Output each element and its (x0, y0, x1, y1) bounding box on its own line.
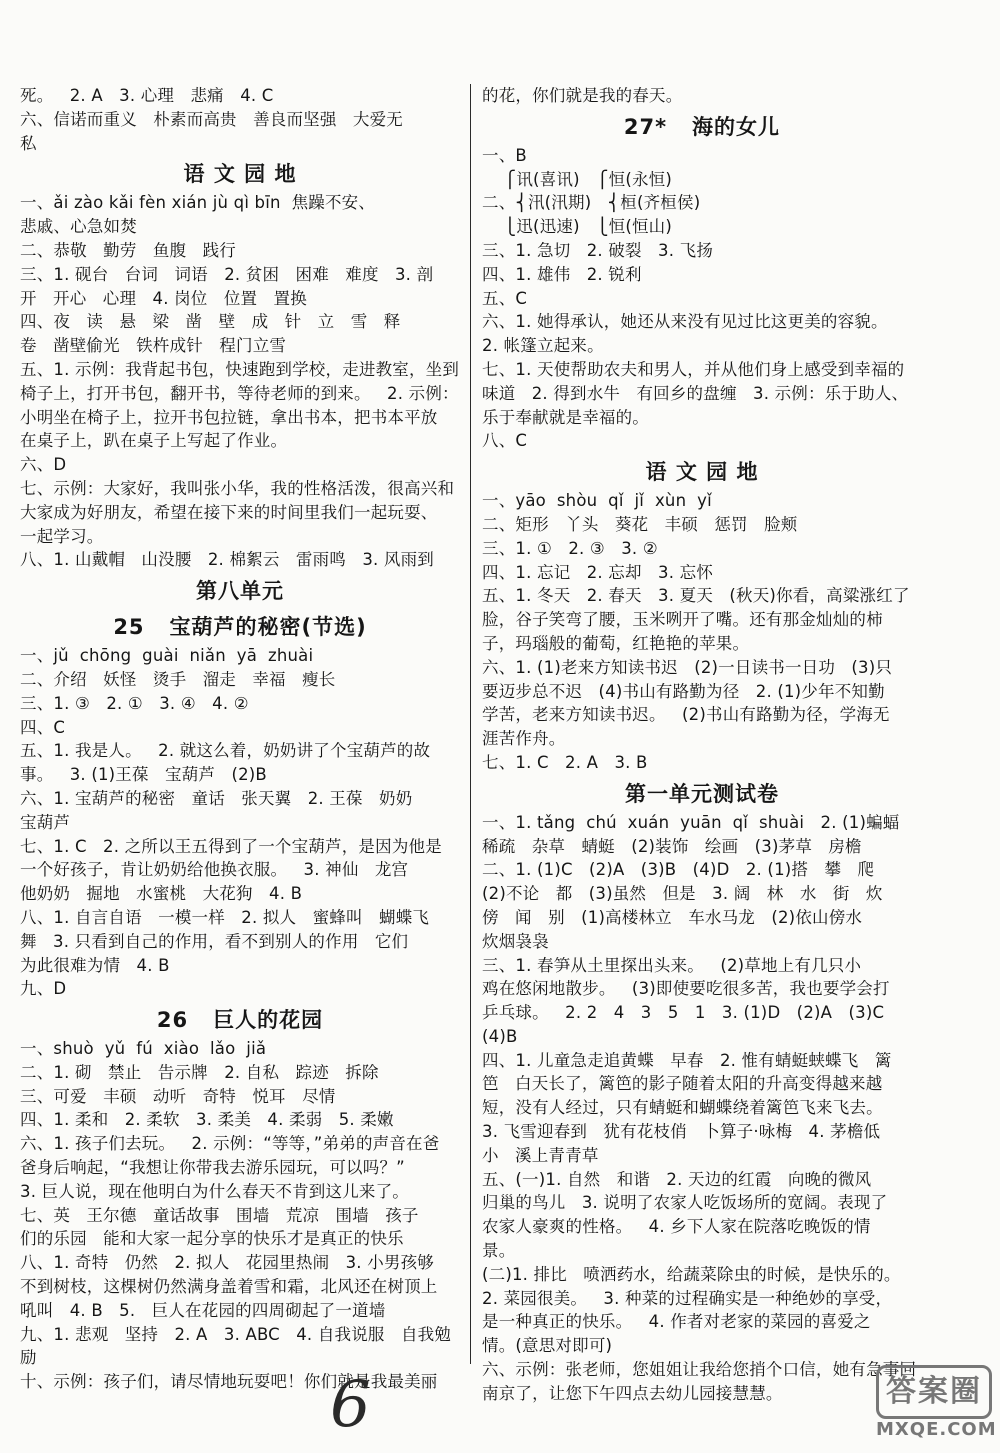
answer-line: 七、示例：大家好，我叫张小华，我的性格活泼，很高兴和 (20, 478, 455, 498)
answer-line: 一、shuò yǔ fú xiào lǎo jiǎ (20, 1039, 267, 1059)
answer-line: 三、1. ③ 2. ① 3. ④ 4. ② (20, 693, 249, 713)
answer-line: 四、C (20, 717, 66, 737)
answer-line: 南京了，让您下午四点去幼儿园接慧慧。 (482, 1383, 783, 1403)
section-heading: 26 巨人的花园 (156, 1008, 324, 1033)
answer-line: 悲戚、心急如焚 (20, 217, 137, 237)
answer-line: 十、示例：孩子们，请尽情地玩耍吧！你们就是我最美丽 (20, 1372, 438, 1392)
answer-line: 六、1. 孩子们去玩。 2. 示例：“等等，”弟弟的声音在爸 (20, 1134, 440, 1154)
answer-line: 六、1. (1)老来方知读书迟 (2)一日读书一日功 (3)只 (482, 657, 893, 677)
answer-line: 味道 2. 得到水牛 有回乡的盘缠 3. 示例：乐于助人、 (482, 383, 909, 403)
right-column (482, 84, 922, 1406)
answer-line: 稀疏 杂草 蜻蜓 (2)装饰 绘画 (3)茅草 房檐 (482, 836, 862, 856)
answer-line: 他奶奶 掘地 水蜜桃 大花狗 4. B (20, 884, 303, 904)
answer-line: 五、1. 示例：我背起书包，快速跑到学校，走进教室，坐到 (20, 359, 460, 379)
answer-line: 一、1. tǎng chú xuán yuān qǐ shuài 2. (1)蝙蝠 (482, 812, 900, 832)
section-heading: 25 宝葫芦的秘密(节选) (113, 615, 367, 640)
answer-line: 七、1. 天使帮助农夫和男人，并从他们身上感受到幸福的 (482, 359, 905, 379)
answer-line: 三、可爱 丰硕 动听 奇特 悦耳 尽情 (20, 1086, 336, 1106)
answer-line: 九、D (20, 979, 67, 999)
answer-line: 六、示例：张老师，您姐姐让我给您捎个口信，她有急事回 (482, 1360, 917, 1380)
answer-line: 一个好孩子，肯让奶奶给他换衣服。 3. 神仙 龙宫 (20, 860, 409, 880)
answer-line: 二、介绍 妖怪 烫手 溜走 幸福 瘦长 (20, 669, 336, 689)
answer-line: 三、1. ① 2. ③ 3. ② (482, 538, 658, 558)
answer-line: 情。(意思对即可) (482, 1336, 613, 1356)
answer-line: 二、矩形 丫头 葵花 丰硕 惩罚 脸颊 (482, 514, 798, 534)
answer-line: ⎩迅(迅速) ⎩恒(恒山) (482, 217, 673, 237)
answer-line: 四、1. 忘记 2. 忘却 3. 忘怀 (482, 562, 714, 582)
answer-line: 三、1. 砚台 台词 词语 2. 贫困 困难 难度 3. 剖 (20, 264, 434, 284)
watermark-url: MXQE.COM (876, 1419, 997, 1440)
answer-line: 九、1. 悲观 坚持 2. A 3. ABC 4. 自我说服 自我勉 (20, 1324, 452, 1344)
answer-line: 四、夜 读 悬 梁 凿 壁 成 针 立 雪 释 (20, 312, 401, 332)
answer-line: 鸡在悠闲地散步。 (3)即使要吃很多苦，我也要学会打 (482, 979, 890, 999)
answer-line: 二、恭敬 勤劳 鱼腹 践行 (20, 240, 237, 260)
answer-line: 的花，你们就是我的春天。 (482, 86, 683, 105)
answer-line: 七、1. C 2. A 3. B (482, 752, 648, 772)
answer-line: 二、⎨汛(汛期) ⎨桓(齐桓侯) (482, 193, 701, 213)
answer-line: 私 (20, 133, 37, 153)
answer-line: 八、1. 奇特 仍然 2. 拟人 花园里热闹 3. 小男孩够 (20, 1253, 435, 1273)
answer-line: 六、1. 她得承认，她还从来没有见过比这更美的容貌。 (482, 312, 888, 332)
section-heading: 语 文 园 地 (645, 460, 759, 485)
answer-line: 农家人豪爽的性格。 4. 乡下人家在院落吃晚饭的情 (482, 1217, 871, 1237)
answer-line: 一、ǎi zào kǎi fèn xián jù qì bīn 焦躁不安、 (20, 193, 376, 213)
answer-line: 景。 (482, 1241, 516, 1261)
section-heading: 第一单元测试卷 (625, 781, 779, 806)
answer-line: 舞 3. 只看到自己的作用，看不到别人的作用 它们 (20, 931, 409, 951)
answer-line: 六、信诺而重义 朴素而高贵 善良而坚强 大爱无 (20, 109, 404, 129)
answer-line: 死。 2. A 3. 心理 悲痛 4. C (20, 86, 274, 105)
answer-line: 不到树枝，这棵树仍然满身盖着雪和霜，北风还在树顶上 (20, 1277, 438, 1297)
answer-line: 三、1. 春笋从土里探出头来。 (2)草地上有几只小 (482, 955, 862, 975)
answer-line: 四、1. 柔和 2. 柔软 3. 柔美 4. 柔弱 5. 柔嫩 (20, 1110, 394, 1130)
answer-line: 学苦，老来方知读书迟。 (2)书山有路勤为径，学海无 (482, 705, 890, 725)
answer-line: 七、英 王尔德 童话故事 围墙 荒凉 围墙 孩子 (20, 1205, 419, 1225)
answer-line: 小 溪上青青草 (482, 1145, 599, 1165)
answer-line: 一、jǔ chōng guài niǎn yā zhuài (20, 646, 314, 666)
answer-line: 要迈步总不迟 (4)书山有路勤为径 2. (1)少年不知勤 (482, 681, 885, 701)
answer-line: 短，没有人经过，只有蜻蜓和蝴蝶绕着篱笆飞来飞去。 (482, 1098, 883, 1118)
answer-line: 二、1. (1)C (2)A (3)B (4)D 2. (1)搭 攀 爬 (482, 860, 875, 880)
column-divider (470, 84, 471, 1364)
section-heading: 语 文 园 地 (183, 162, 297, 187)
left-column (20, 84, 460, 1394)
answer-line: 事。 3. (1)王葆 宝葫芦 (2)B (20, 765, 267, 785)
answer-line: 五、C (482, 288, 528, 308)
answer-line: 三、1. 急切 2. 破裂 3. 飞扬 (482, 240, 714, 260)
answer-line: 八、1. 山戴帽 山没腰 2. 棉絮云 雷雨鸣 3. 风雨到 (20, 550, 435, 570)
answer-line: 3. 巨人说，现在他明白为什么春天不肯到这儿来了。 (20, 1181, 409, 1201)
answer-line: 炊烟袅袅 (482, 931, 549, 951)
answer-line: (4)B (482, 1026, 518, 1046)
answer-line: 笆 白天长了，篱笆的影子随着太阳的升高变得越来越 (482, 1074, 883, 1094)
answer-line: 四、1. 儿童急走追黄蝶 早春 2. 惟有蜻蜓蛱蝶飞 篱 (482, 1050, 892, 1070)
answer-line: 傍 闻 别 (1)高楼林立 车水马龙 (2)依山傍水 (482, 907, 863, 927)
answer-line: 四、1. 雄伟 2. 锐利 (482, 264, 642, 284)
answer-line: 椅子上，打开书包，翻开书，等待老师的到来。 2. 示例： (20, 383, 459, 403)
answer-line: 2. 菜园很美。 3. 种菜的过程确实是一种绝妙的享受， (482, 1288, 893, 1308)
answer-line: 在桌子上，趴在桌子上写起了作业。 (20, 431, 288, 451)
answer-line: 六、D (20, 455, 67, 475)
answer-line: 一起学习。 (20, 526, 104, 546)
answer-line: (2)不论 都 (3)虽然 但是 3. 阔 林 水 街 炊 (482, 884, 883, 904)
answer-line: 小明坐在椅子上，拉开书包拉链，拿出书本，把书本平放 (20, 407, 438, 427)
answer-line: 子，玛瑙般的葡萄，红艳艳的苹果。 (482, 633, 750, 653)
answer-line: 爸身后响起，“我想让你带我去游乐园玩，可以吗？” (20, 1158, 405, 1178)
answer-line: 为此很难为情 4. B (20, 955, 170, 975)
page-number: 6 (330, 1368, 371, 1442)
answer-line: 五、1. 我是人。 2. 就这么着，奶奶讲了个宝葫芦的故 (20, 741, 431, 761)
answer-line: 五、1. 冬天 2. 春天 3. 夏天 (秋天)你看，高粱涨红了 (482, 586, 910, 606)
answer-line: 们的乐园 能和大家一起分享的快乐才是真正的快乐 (20, 1229, 404, 1249)
answer-line: 乐于奉献就是幸福的。 (482, 407, 649, 427)
section-heading: 第八单元 (196, 579, 284, 604)
answer-line: 卷 凿壁偷光 铁杵成针 程门立雪 (20, 336, 287, 356)
answer-line: 八、C (482, 431, 528, 451)
answer-line: 宝葫芦 (20, 812, 71, 832)
answer-line: 大家成为好朋友，希望在接下来的时间里我们一起玩耍、 (20, 502, 438, 522)
answer-line: (二)1. 排比 喷洒药水，给蔬菜除虫的时候，是快乐的。 (482, 1264, 901, 1284)
answer-line: 3. 飞雪迎春到 犹有花枝俏 卜算子·咏梅 4. 茅檐低 (482, 1122, 881, 1142)
answer-line: 脸，谷子笑弯了腰，玉米咧开了嘴。还有那金灿灿的柿 (482, 610, 883, 630)
answer-line: 吼叫 4. B 5. 巨人在花园的四周砌起了一道墙 (20, 1300, 386, 1320)
answer-line: 开 开心 心理 4. 岗位 位置 置换 (20, 288, 307, 308)
answer-line: 是一种真正的快乐。 4. 作者对老家的菜园的喜爱之 (482, 1312, 871, 1332)
answer-line: 乒乓球。 2. 2 4 3 5 1 3. (1)D (2)A (3)C (482, 1003, 885, 1023)
answer-line: ⎧讯(喜讯) ⎧恒(永恒) (482, 169, 673, 189)
watermark (876, 1365, 997, 1447)
answer-line: 六、1. 宝葫芦的秘密 童话 张天翼 2. 王葆 奶奶 (20, 788, 413, 808)
answer-line: 归巢的鸟儿 3. 说明了农家人吃饭场所的宽阔。表现了 (482, 1193, 888, 1213)
answer-line: 二、1. 砌 禁止 告示牌 2. 自私 踪迹 拆除 (20, 1062, 379, 1082)
watermark-logo: 答案圈 (876, 1365, 992, 1419)
answer-line: 五、(一)1. 自然 和谐 2. 天边的红霞 向晚的微风 (482, 1169, 872, 1189)
answer-line: 七、1. C 2. 之所以王五得到了一个宝葫芦，是因为他是 (20, 836, 442, 856)
answer-line: 一、B (482, 145, 527, 165)
answer-line: 2. 帐篷立起来。 (482, 336, 604, 356)
section-heading: 27* 海的女儿 (623, 114, 781, 139)
answer-line: 一、yāo shòu qǐ jǐ xùn yǐ (482, 491, 712, 511)
answer-line: 励 (20, 1348, 37, 1368)
answer-line: 八、1. 自言自语 一模一样 2. 拟人 蜜蜂叫 蝴蝶飞 (20, 907, 430, 927)
answer-line: 涯苦作舟。 (482, 729, 566, 749)
